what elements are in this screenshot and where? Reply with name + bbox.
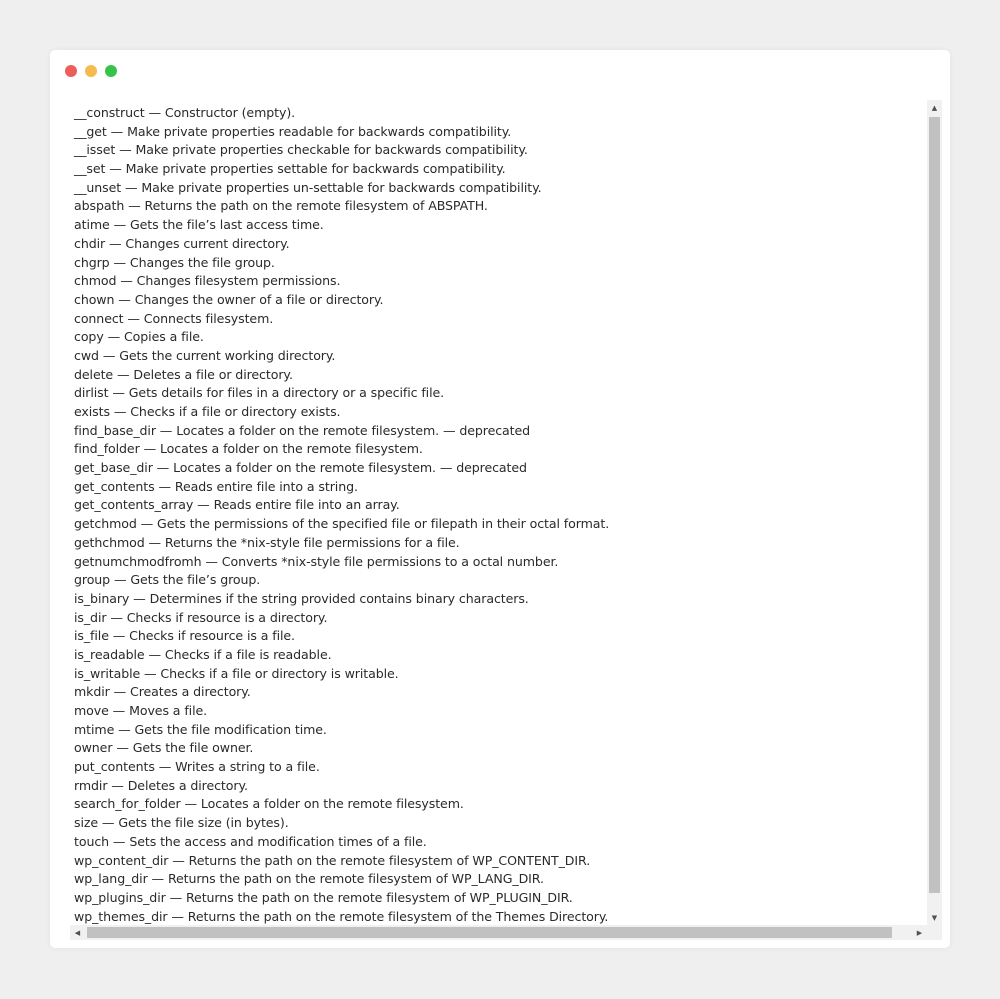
vertical-scrollbar[interactable] [927, 100, 942, 925]
method-line: is_writable — Checks if a file or directory is writable. [74, 665, 399, 681]
method-line: is_binary — Determines if the string provided contains binary characters. [74, 590, 529, 606]
method-line: find_folder — Locates a folder on the remote filesystem. [74, 441, 423, 457]
method-line: __get — Make private properties readable for backwards compatibility. [74, 123, 512, 139]
method-line: __construct — Constructor (empty). [74, 105, 296, 120]
method-line: find_base_dir — Locates a folder on the remote filesystem. — deprecated [74, 422, 531, 438]
method-line: is_readable — Checks if a file is readable. [74, 646, 332, 662]
horizontal-scroll-thumb[interactable] [87, 927, 892, 938]
close-window-button[interactable] [65, 65, 77, 77]
method-line: is_dir — Checks if resource is a directory. [74, 609, 328, 625]
scroll-right-icon[interactable]: ▶ [916, 928, 923, 937]
method-line: cwd — Gets the current working directory. [74, 347, 336, 363]
method-line: copy — Copies a file. [74, 329, 204, 345]
method-line: __isset — Make private properties checkable for backwards compatibility. [74, 142, 528, 158]
method-line: __unset — Make private properties un-settable for backwards compatibility. [74, 179, 542, 195]
method-line: get_contents — Reads entire file into a string. [74, 478, 358, 494]
method-line: __set — Make private properties settable for backwards compatibility. [74, 161, 506, 177]
method-list [74, 104, 924, 926]
method-line: connect — Connects filesystem. [74, 310, 274, 326]
method-line: abspath — Returns the path on the remote filesystem of ABSPATH. [74, 198, 488, 214]
method-line: group — Gets the file’s group. [74, 572, 261, 588]
method-line: owner — Gets the file owner. [74, 740, 254, 756]
scroll-up-icon[interactable]: ▲ [931, 103, 938, 112]
method-line: size — Gets the file size (in bytes). [74, 815, 289, 831]
method-line: wp_content_dir — Returns the path on the remote filesystem of WP_CONTENT_DIR. [74, 852, 591, 868]
method-line: dirlist — Gets details for files in a directory or a specific file. [74, 385, 445, 401]
method-line: mkdir — Creates a directory. [74, 684, 251, 700]
method-line: chmod — Changes filesystem permissions. [74, 273, 341, 289]
method-line: get_contents_array — Reads entire file into an array. [74, 497, 400, 513]
method-line: atime — Gets the file’s last access time. [74, 217, 324, 233]
horizontal-scrollbar[interactable] [70, 925, 927, 940]
method-line: chdir — Changes current directory. [74, 235, 290, 251]
method-line: wp_lang_dir — Returns the path on the remote filesystem of WP_LANG_DIR. [74, 871, 544, 887]
method-line: put_contents — Writes a string to a file. [74, 759, 320, 775]
method-line: chown — Changes the owner of a file or directory. [74, 291, 384, 307]
method-line: delete — Deletes a file or directory. [74, 366, 293, 382]
method-line: getchmod — Gets the permissions of the specified file or filepath in their octal format. [74, 516, 610, 532]
minimize-window-button[interactable] [85, 65, 97, 77]
method-line: move — Moves a file. [74, 703, 208, 718]
scrollbar-corner [927, 925, 942, 940]
method-line: rmdir — Deletes a directory. [74, 777, 248, 793]
method-line: exists — Checks if a file or directory exists. [74, 404, 341, 419]
maximize-window-button[interactable] [105, 65, 117, 77]
method-line: gethchmod — Returns the *nix-style file permissions for a file. [74, 534, 460, 550]
method-line: getnumchmodfromh — Converts *nix-style file permissions to a octal number. [74, 553, 559, 569]
method-line: wp_themes_dir — Returns the path on the remote filesystem of the Themes Directory. [74, 908, 609, 924]
method-line: is_file — Checks if resource is a file. [74, 628, 295, 644]
method-line: mtime — Gets the file modification time. [74, 721, 327, 737]
method-line: touch — Sets the access and modification times of a file. [74, 833, 427, 849]
method-list-viewport[interactable] [70, 100, 944, 942]
app-window [50, 50, 950, 948]
method-line: chgrp — Changes the file group. [74, 254, 275, 270]
scroll-left-icon[interactable]: ◀ [74, 928, 81, 937]
vertical-scroll-thumb[interactable] [929, 117, 940, 893]
scroll-down-icon[interactable]: ▼ [931, 913, 938, 922]
method-line: search_for_folder — Locates a folder on the remote filesystem. [74, 796, 464, 812]
method-line: get_base_dir — Locates a folder on the remote filesystem. — deprecated [74, 460, 527, 476]
method-line: wp_plugins_dir — Returns the path on the remote filesystem of WP_PLUGIN_DIR. [74, 889, 573, 905]
